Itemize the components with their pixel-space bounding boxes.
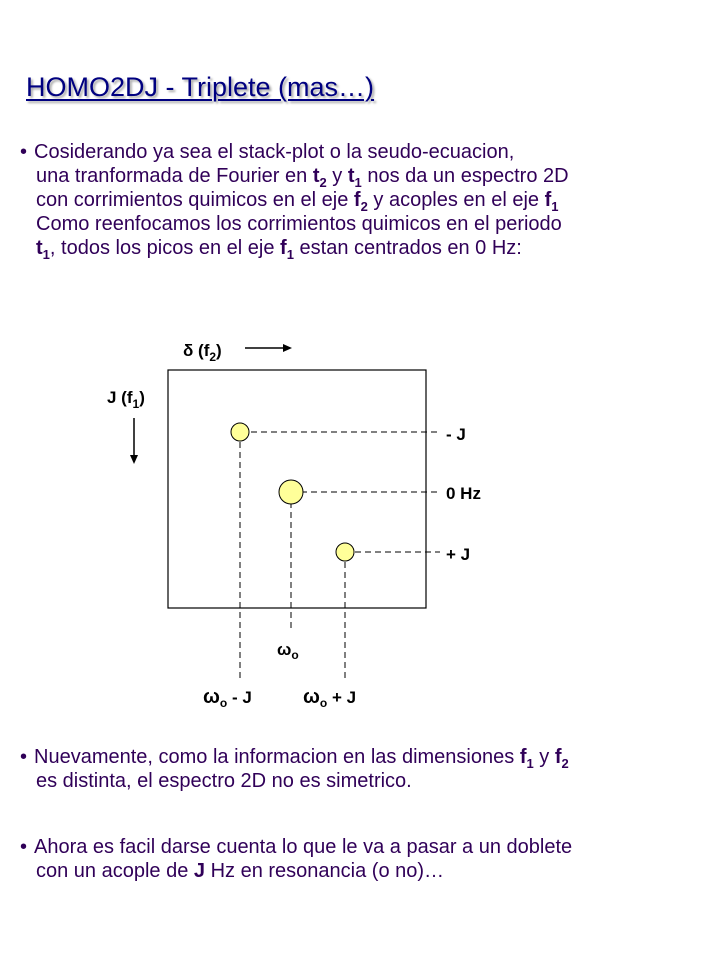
label-plus-j: + J: [446, 545, 471, 564]
text: nos da un espectro 2D: [361, 165, 569, 187]
text: y: [533, 746, 555, 768]
bullet: •: [20, 836, 28, 858]
bullet: •: [20, 746, 28, 768]
label-minus-j: - J: [446, 425, 466, 444]
peak-plus-j: [336, 543, 354, 561]
text: y acoples en el eje: [367, 189, 545, 211]
text: Nuevamente, como la informacion en las dimensiones: [34, 746, 520, 768]
delta-f2-label: δ $(f_2)$: [183, 341, 222, 364]
subscript: 2: [319, 175, 327, 190]
text: con corrimientos quimicos en el eje: [36, 189, 354, 211]
var-f: f: [519, 746, 527, 768]
var-t: t: [312, 165, 320, 187]
var-t: t: [36, 237, 43, 259]
text: Cosiderando ya sea el stack-plot o la seudo-ecuacion,: [34, 141, 515, 163]
label-omega-o-minus-j: $\omega_o$ - J: [203, 686, 252, 710]
text: Como reenfocamos los corrimientos quimicos en el periodo: [36, 213, 562, 235]
text: , todos los picos en el eje: [49, 237, 281, 259]
paragraph-asymmetry: [20, 745, 569, 793]
label-omega-o-plus-j: $\omega_o + J$: [303, 686, 357, 710]
text: Ahora es facil darse cuenta lo que le va a pasar a un doblete: [34, 836, 573, 858]
text: con un acople de: [36, 860, 194, 882]
paragraph-doublet: [20, 835, 572, 883]
var-f: f: [554, 746, 562, 768]
subscript: 1: [286, 247, 294, 262]
subscript: 1: [42, 247, 50, 262]
subscript: 2: [561, 756, 569, 771]
text: es distinta, el espectro 2D no es simetrico.: [36, 770, 412, 792]
text: y: [326, 165, 348, 187]
bullet: •: [20, 141, 28, 163]
j-f1-label: J $(f_1)$: [107, 388, 145, 411]
label-zero-hz: 0 Hz: [446, 484, 481, 503]
peak-minus-j: [231, 423, 249, 441]
var-f: f: [353, 189, 361, 211]
subscript: 2: [360, 199, 368, 214]
page-title: HOMO2DJ - Triplete (mas…): [26, 72, 375, 102]
var-j: J: [193, 860, 206, 882]
var-f: f: [544, 189, 552, 211]
subscript: 1: [551, 199, 559, 214]
subscript: 1: [526, 756, 534, 771]
f1-arrow-head: [130, 455, 138, 464]
f2-arrow-head: [283, 344, 292, 352]
var-t: t: [347, 165, 355, 187]
text: estan centrados en 0 Hz:: [293, 237, 522, 259]
text: Hz en resonancia (o no)…: [205, 860, 445, 882]
subscript: 1: [354, 175, 362, 190]
peak-center: [279, 480, 303, 504]
text: una tranformada de Fourier en: [36, 165, 313, 187]
var-f: f: [280, 237, 287, 259]
label-omega-o: $\omega_o$: [277, 640, 299, 662]
